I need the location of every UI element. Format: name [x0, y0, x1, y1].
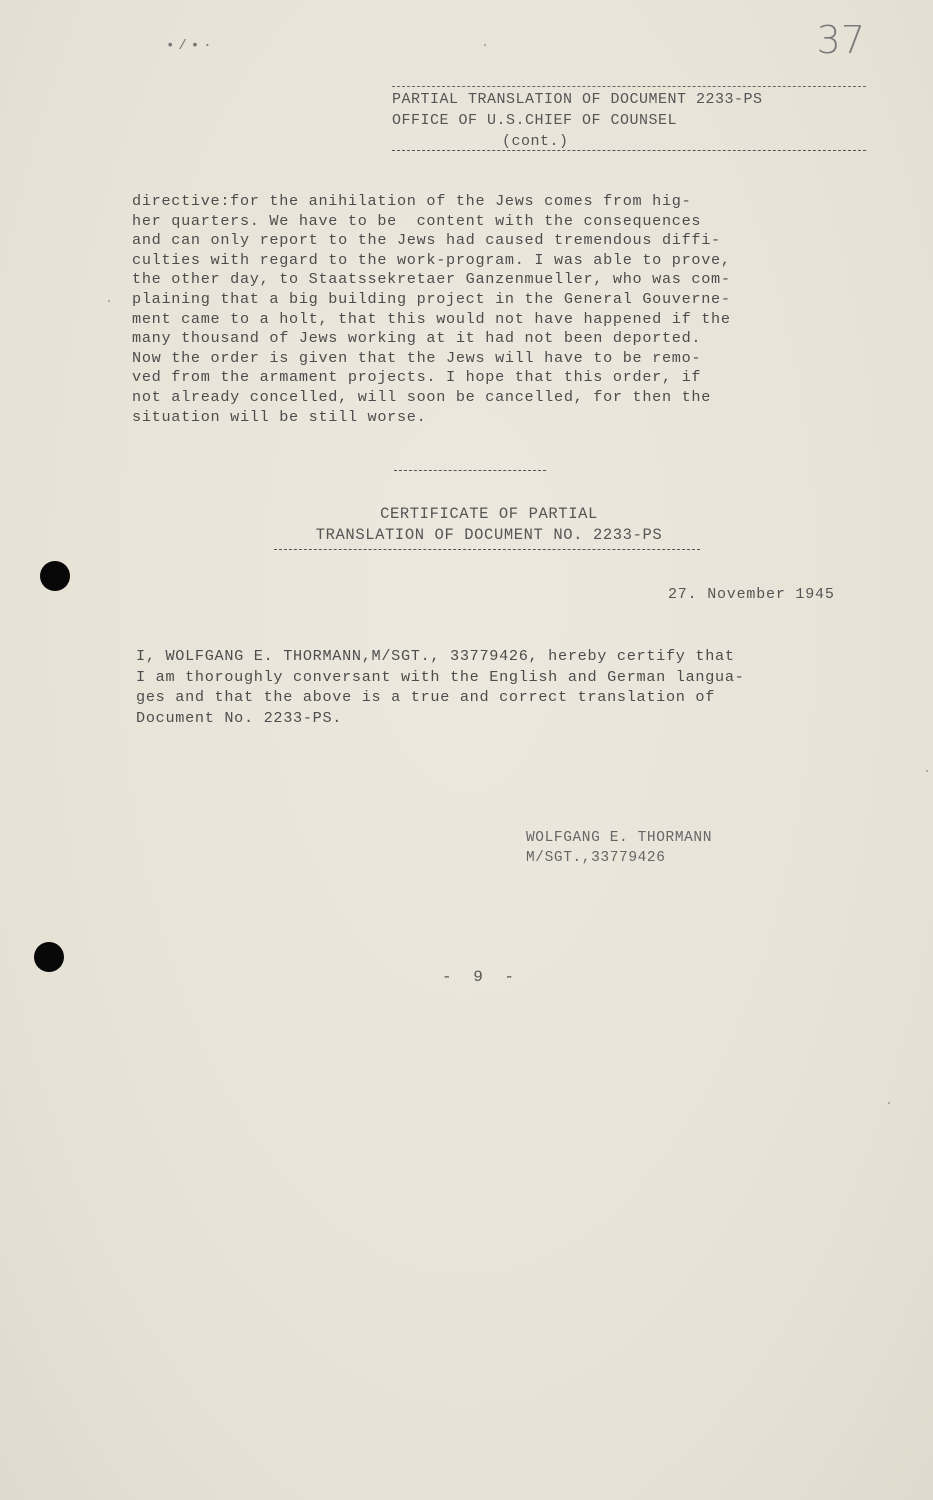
paper-speck	[484, 44, 486, 46]
certificate-title-underline	[274, 549, 700, 550]
certificate-title-line1: CERTIFICATE OF PARTIAL	[380, 505, 598, 523]
header-continued: (cont.)	[502, 133, 569, 150]
header-title: PARTIAL TRANSLATION OF DOCUMENT 2233-PS	[392, 91, 763, 108]
punch-hole-lower	[34, 942, 64, 972]
signature-name: WOLFGANG E. THORMANN	[526, 830, 713, 846]
signature-rank-number: M/SGT.,33779426	[526, 850, 666, 866]
page-number: - 9 -	[442, 968, 521, 986]
handwritten-page-marker: 37	[816, 18, 865, 62]
certificate-date: 27. November 1945	[668, 586, 835, 603]
header-office: OFFICE OF U.S.CHIEF OF COUNSEL	[392, 112, 678, 129]
punch-hole-upper	[40, 561, 70, 591]
header-bottom-rule	[392, 150, 866, 151]
paper-speck	[888, 1102, 890, 1104]
translation-body: directive:for the anihilation of the Jews comes from hig- her quarters. We have to be content with the consequences and can only report to the Jews had caused tremendous diffi- culties with regard to the work-program. I was able to prove, the other day, to Staatssekretaer Ganzenmueller, who was com- plaining that a big building project in the General Gouverne- ment came to a holt, that this would not have happened if the many thousand of Jews working at it had not been deported. Now the order is given that the Jews will have to be remo- ved from the armament projects. I hope that this order, if not already concelled, will soon be cancelled, for then the situation will be still worse.	[132, 192, 731, 426]
certificate-title	[274, 504, 704, 550]
document-header	[392, 86, 866, 151]
paper-speck	[926, 770, 928, 772]
certificate-body: I, WOLFGANG E. THORMANN,M/SGT., 33779426, hereby certify that I am thoroughly conversant with the English and German langua- ges and that the above is a true and correct translation of Document No. 2233-PS.	[136, 647, 745, 727]
corner-marks: •/•·	[166, 38, 216, 54]
paper-speck	[108, 300, 110, 302]
section-separator	[394, 470, 546, 471]
signature-block	[526, 828, 712, 868]
certificate-title-line2: TRANSLATION OF DOCUMENT NO. 2233-PS	[315, 526, 663, 544]
header-top-rule	[392, 86, 866, 87]
